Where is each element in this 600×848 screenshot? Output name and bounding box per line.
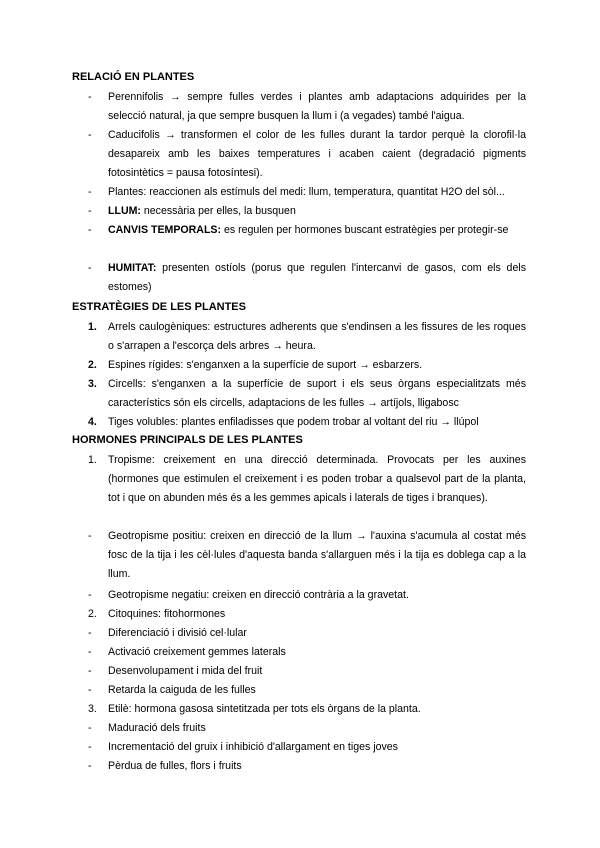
list-marker: -: [88, 684, 92, 696]
list-item-text: Etilè: hormona gasosa sintetitzada per tots els òrgans de la planta.: [108, 703, 421, 715]
list-item: [88, 719, 528, 738]
list-item: [88, 527, 528, 584]
list-item: [88, 183, 528, 202]
list-marker: -: [88, 129, 92, 141]
list-item: [88, 738, 528, 757]
list-marker: 2.: [88, 608, 97, 620]
list-marker: -: [88, 262, 92, 274]
list-item-text: Retarda la caiguda de les fulles: [108, 684, 256, 696]
list-item: [88, 662, 528, 681]
list-item-text: Incrementació del gruix i inhibició d'allargament en tiges joves: [108, 741, 398, 753]
list-item: [88, 451, 528, 508]
list-marker: -: [88, 224, 92, 236]
list-item: [88, 624, 528, 643]
list-item-text: Tiges volubles: plantes enfiladisses que podem trobar al voltant del riu → llúpol: [108, 416, 479, 428]
list-marker: 3.: [88, 703, 97, 715]
list-marker: 3.: [88, 378, 97, 390]
list-item: [88, 413, 528, 432]
list-marker: 2.: [88, 359, 97, 371]
term-llum: LLUM:: [108, 205, 141, 217]
list-item: [88, 356, 528, 375]
section-heading-estrategies: ESTRATÈGIES DE LES PLANTES: [72, 301, 246, 313]
term-canvis-temporals: CANVIS TEMPORALS:: [108, 224, 222, 236]
list-marker: -: [88, 665, 92, 677]
list-marker: -: [88, 589, 92, 601]
list-item-text: Citoquines: fitohormones: [108, 608, 226, 620]
list-marker: -: [88, 91, 92, 103]
list-marker: -: [88, 627, 92, 639]
list-marker: -: [88, 646, 92, 658]
list-item: [88, 318, 528, 356]
list-item: [88, 757, 528, 776]
list-item-text: Perennifolis → sempre fulles verdes i plantes amb adaptacions adquirides per la selecció natural, ja que sempre busquen la llum i (a vegades) també l'aigua.: [108, 91, 526, 122]
term-description: presenten ostíols (porus que regulen l'intercanvi de gasos, com els dels estomes): [108, 262, 526, 293]
list-marker: 4.: [88, 416, 97, 428]
list-item-text: Arrels caulogèniques: estructures adherents que s'endinsen a les fissures de les roques o s'arrapen a l'escorça dels arbres → heura.: [108, 321, 526, 352]
list-item: [88, 586, 528, 605]
list-marker: 1.: [88, 321, 97, 333]
list-item: [88, 643, 528, 662]
list-item: [88, 700, 528, 719]
list-marker: -: [88, 760, 92, 772]
section-heading-hormones: HORMONES PRINCIPALS DE LES PLANTES: [72, 434, 303, 446]
list-marker: -: [88, 186, 92, 198]
list-marker: -: [88, 530, 92, 542]
list-item: [88, 681, 528, 700]
list-item-text: Caducifolis → transformen el color de les fulles durant la tardor perquè la clorofil·la desapareix amb les baixes temperatures i acaben caient (degradació pigments fotosintètics = pausa fotosíntesi).: [108, 129, 526, 179]
list-item: [88, 375, 528, 413]
list-item: [88, 259, 528, 297]
list-item: [88, 605, 528, 624]
list-item-text: Desenvolupament i mida del fruit: [108, 665, 263, 677]
list-item: [88, 88, 528, 126]
term-description: necessària per elles, la busquen: [140, 205, 296, 217]
list-item-text: Maduració dels fruits: [108, 722, 206, 734]
list-marker: -: [88, 722, 92, 734]
list-item-text: Geotropisme negatiu: creixen en direcció contrària a la gravetat.: [108, 589, 409, 601]
list-item-text: Plantes: reaccionen als estímuls del medi: llum, temperatura, quantitat H2O del sòl...: [108, 186, 505, 198]
list-item-text: Espines rígides: s'enganxen a la superfície de suport → esbarzers.: [108, 359, 423, 371]
list-item-text: Circells: s'enganxen a la superfície de suport i els seus òrgans especialitzats més característics són els circells, adaptacions de les fulles → artíjols, lligabosc: [108, 378, 526, 409]
list-item-text: [108, 259, 526, 297]
list-item-text: Geotropisme positiu: creixen en direcció de la llum → l'auxina s'acumula al costat més fosc de la tija i les cèl·lules d'aquesta banda s'allarguen més i la tija es doblega cap a la llum.: [108, 530, 526, 580]
list-item-text: Diferenciació i divisió cel·lular: [108, 627, 247, 639]
list-item-text: Activació creixement gemmes laterals: [108, 646, 286, 658]
list-item: [88, 202, 528, 221]
list-marker: -: [88, 205, 92, 217]
list-item-text: [108, 202, 526, 221]
section-heading-relacio: RELACIÓ EN PLANTES: [72, 71, 195, 83]
list-marker: 1.: [88, 454, 97, 466]
list-item-text: Pèrdua de fulles, flors i fruits: [108, 760, 242, 772]
list-item-text: [108, 221, 526, 240]
list-marker: -: [88, 741, 92, 753]
list-item: [88, 126, 528, 183]
term-humitat: HUMITAT:: [108, 262, 157, 274]
list-item: [88, 221, 528, 240]
list-item-text: Tropisme: creixement en una direcció determinada. Provocats per les auxines (hormones que estimulen el creixement i es poden trobar a qualsevol part de la planta, tot i que on abunden més és a les gemmes apicals i laterals de tiges i branques).: [108, 454, 526, 504]
term-description: es regulen per hormones buscant estratègies per protegir-se: [221, 224, 509, 236]
